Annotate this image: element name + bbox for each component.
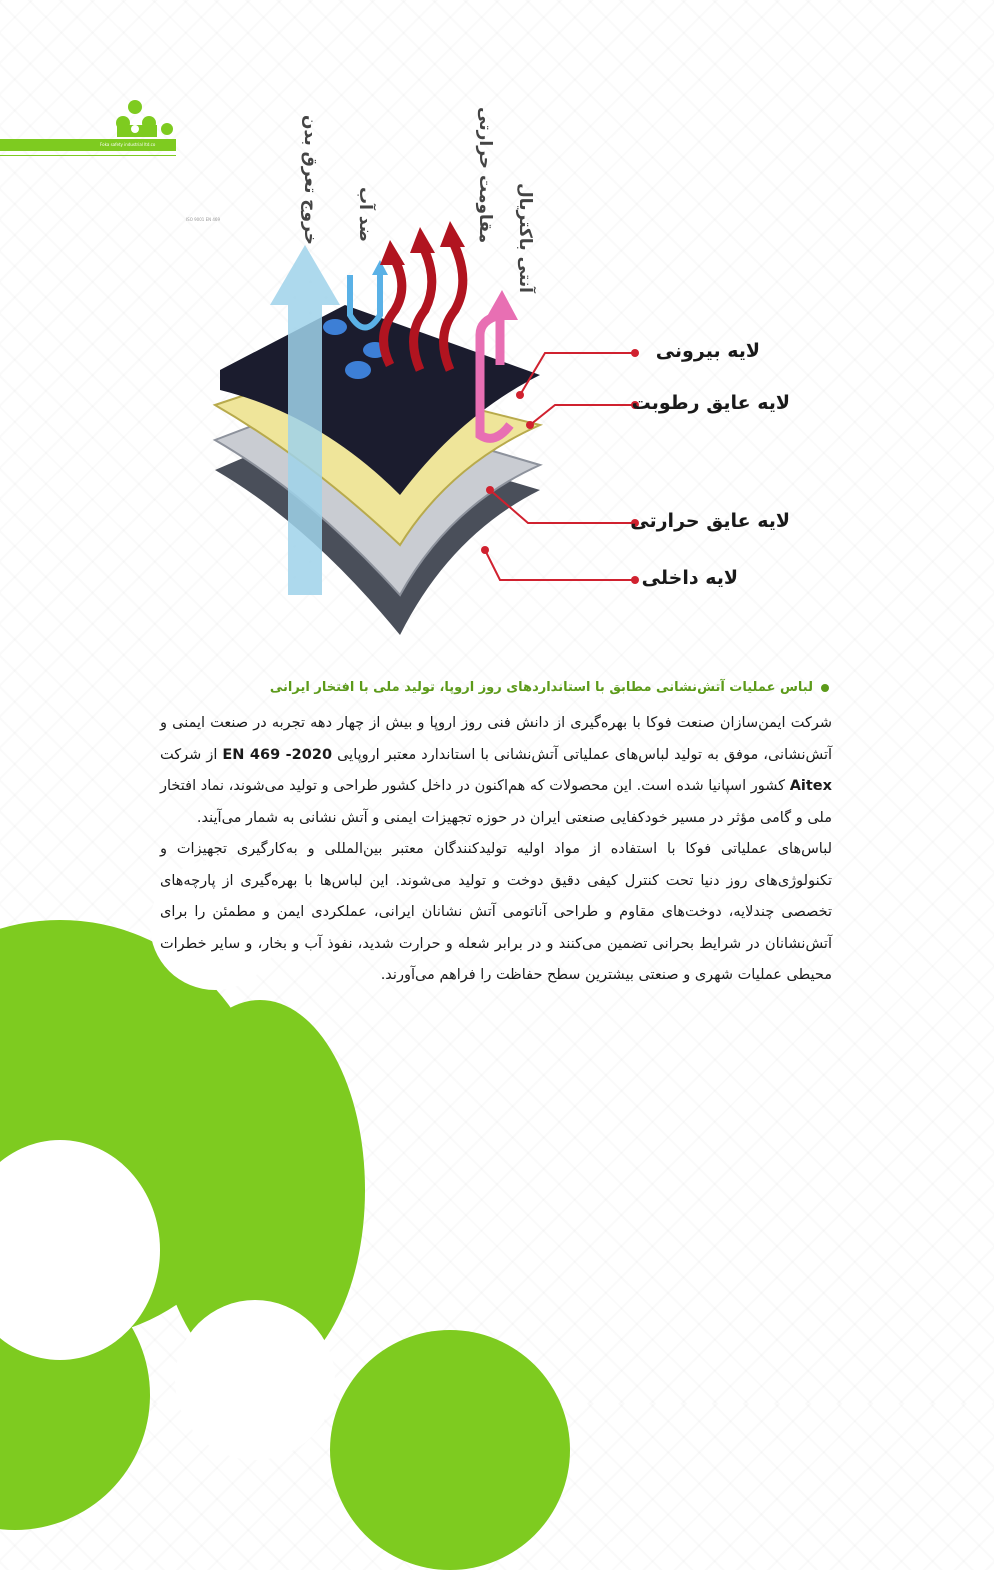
bullet-icon [821, 684, 829, 692]
logo-mark-icon [105, 95, 185, 141]
leader-moisture [530, 405, 635, 425]
heat-arrowhead-3 [440, 221, 465, 247]
article-body [160, 708, 832, 992]
doc-code: ISO 9001 EN 469 [186, 217, 221, 222]
heat-arrowhead-1 [380, 240, 405, 265]
heat-arrowhead-2 [410, 227, 435, 253]
arrow-label-water: ضد آب [355, 187, 375, 243]
paragraph-1-part-1: شرکت ایمن‌سازان صنعت فوکا با بهره‌گیری از دانش فنی روز اروپا و بیش از چهار دهه تجربه در صنعت ایمنی و آتش‌نشانی، موفق به تولید لباس‌های عملیاتی آتش‌نشانی با استاندارد معتبر اروپایی [160, 715, 833, 763]
article-heading-text: لباس عملیات آتش‌نشانی مطابق با استانداردهای روز اروپا، تولید ملی با افتخار ایرانی [269, 680, 813, 695]
leader-inner [485, 550, 635, 580]
paragraph-1-part-3: کشور اسپانیا شده است. این محصولات که هم‌اکنون در داخل کشور طراحی و تولید می‌شوند، نماد افتخار ملی و گامی مؤثر در مسیر خودکفایی صنعتی ایران در حوزه تجهیزات ایمنی و آتش نشانی به شمار می‌آیند. [160, 778, 832, 826]
leader-outer [520, 353, 635, 395]
company-logo [0, 95, 180, 165]
fabric-layer-diagram [210, 95, 810, 640]
water-drop-1 [323, 319, 347, 335]
water-drop-3 [345, 361, 371, 379]
paragraph-1-part-2: از شرکت [160, 746, 218, 763]
logo-tagline: Foka safety industrial ltd.co [100, 142, 156, 147]
layer-label-inner: لایه داخلی [641, 567, 738, 589]
layer-label-outer: لایه بیرونی [655, 340, 760, 362]
arrow-label-sweat: خروج تعرق بدن [300, 115, 320, 245]
green-blob-bottom [330, 1330, 570, 1570]
paragraph-2: لباس‌های عملیاتی فوکا با استفاده از مواد اولیه تولیدکنندگان معتبر بین‌المللی و به‌کارگیری تجهیزات و تکنولوژی‌های روز دنیا تحت کنترل کیفی دقیق دوخت و تولید می‌شوند. این لباس‌ها با بهره‌گیری از پارچه‌های تخصصی چندلایه، دوخت‌های مقاوم و طراحی آناتومی آتش نشانان ایرانی، عملکردی ایمن و مطمئن را برای آتش‌نشانان در شرایط بحرانی تضمین می‌کنند و در برابر شعله و حرارت شدید، نفوذ آب و بخار، و سایر خطرات محیطی عملیات شهری و صنعتی بیشترین سطح حفاظت را فراهم می‌آورند. [160, 841, 832, 983]
white-cutout-3 [175, 1300, 335, 1460]
layer-label-thermal: لایه عایق حرارتی [630, 510, 790, 532]
layer-label-moisture: لایه عایق رطوبت [631, 392, 790, 414]
bacteria-arrowhead [485, 290, 518, 320]
article-heading [189, 680, 829, 695]
paragraph-1 [160, 708, 832, 834]
logo-underline [0, 155, 176, 156]
arrow-label-bacteria: آنتی باکتریال [515, 183, 535, 293]
standard-code: EN 469 -2020 [222, 746, 333, 763]
arrow-label-heat: مقاومت حرارتی [475, 107, 495, 244]
company-name: Aitex [789, 778, 832, 794]
